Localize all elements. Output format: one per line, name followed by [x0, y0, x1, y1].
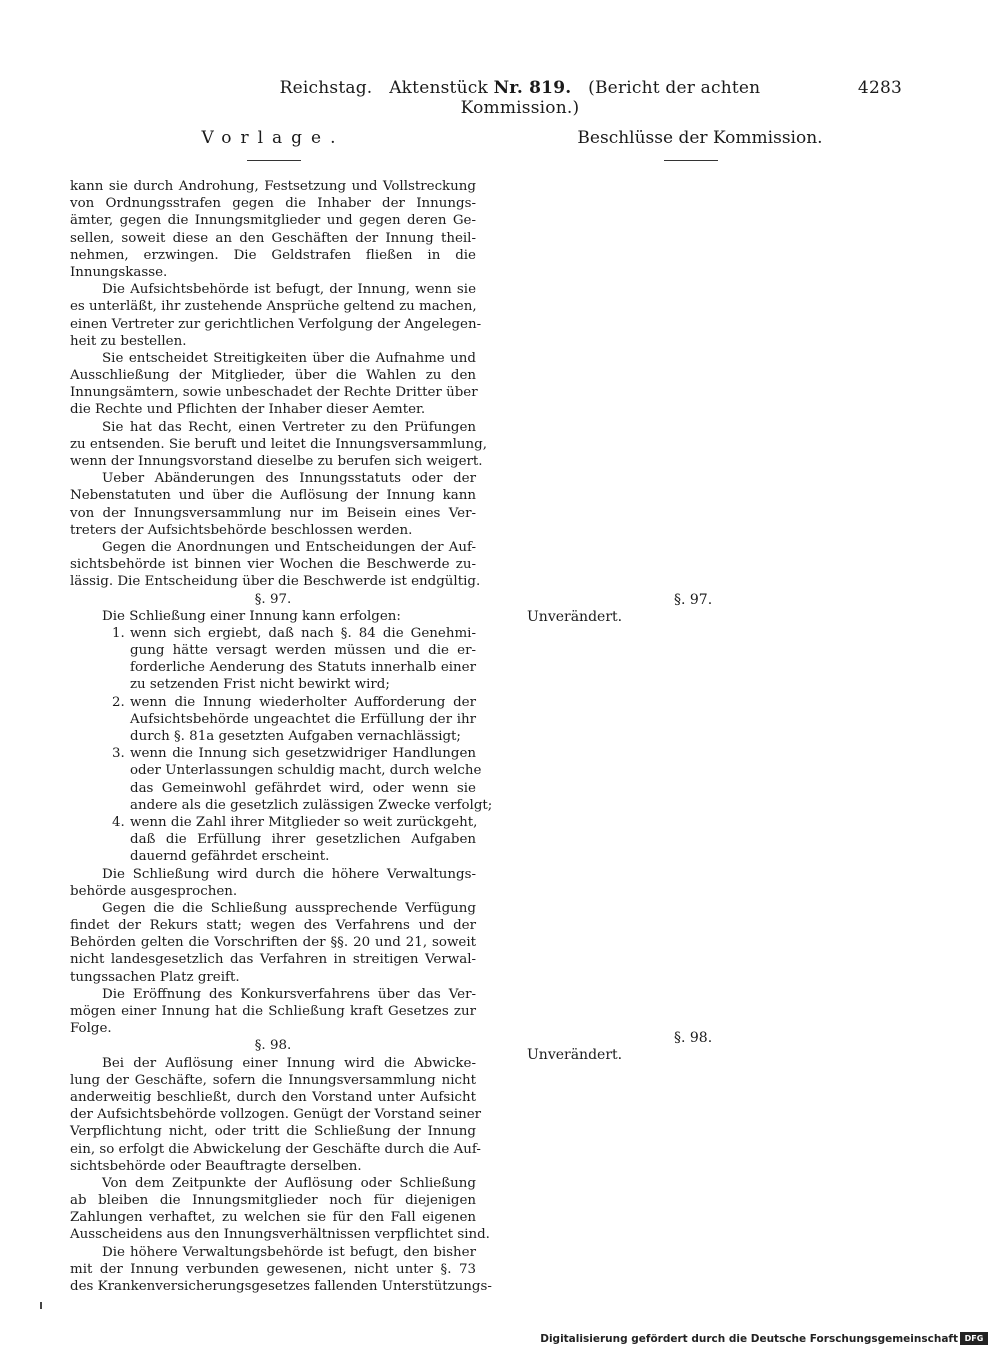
text-line: ämter, gegen die Innungsmitglieder und gegen deren Ge- — [70, 213, 476, 229]
header-title — [230, 78, 810, 118]
text-line: Behörden gelten die Vorschriften der §§. 20 und 21, soweit — [70, 935, 476, 951]
list-item: 3. wenn die Innung sich gesetzwidriger Handlungen — [112, 746, 476, 762]
list-item: 2. wenn die Innung wiederholter Aufforderung der — [112, 694, 476, 710]
text-line: zu entsenden. Sie beruft und leitet die Innungsversammlung, — [70, 436, 487, 452]
text-line: nicht landesgesetzlich das Verfahren in streitigen Verwal- — [70, 952, 476, 968]
right-heading-rule — [664, 160, 718, 161]
text-line: heit zu bestellen. — [70, 333, 187, 349]
text-line: mögen einer Innung hat die Schließung kraft Gesetzes zur — [70, 1004, 476, 1019]
text-line: sellen, soweit diese an den Geschäften der Innung theil- — [70, 230, 476, 246]
text-line: von der Innungsversammlung nur im Beisein eines Ver- — [70, 505, 476, 521]
text-line: wenn der Innungsvorstand dieselbe zu berufen sich weigert. — [70, 454, 483, 469]
item-number: 2. — [112, 694, 125, 710]
text-line: kann sie durch Androhung, Festsetzung und Vollstreckung — [70, 179, 476, 194]
item-number: 1. — [112, 625, 125, 641]
text-line: Innungskasse. — [70, 264, 168, 280]
right-section-97-heading: §. 97. — [674, 592, 713, 608]
text-line: Gegen die Anordnungen und Entscheidungen der Auf- — [102, 539, 476, 555]
text-line: Verpflichtung nicht, oder tritt die Schließung der Innung — [70, 1124, 476, 1140]
list-item-cont: oder Unterlassungen schuldig macht, durch welche — [130, 763, 482, 779]
list-item-cont: zu setzenden Frist nicht bewirkt wird; — [130, 677, 390, 693]
text-line: Die Aufsichtsbehörde ist befugt, der Innung, wenn sie — [102, 282, 476, 298]
text-line: lung der Geschäfte, sofern die Innungsversammlung nicht — [70, 1072, 476, 1088]
left-column-text — [70, 178, 493, 1295]
right-section-98-text: Unverändert. — [527, 1047, 623, 1063]
text-line: behörde ausgesprochen. — [70, 883, 238, 899]
item-number: 4. — [112, 814, 125, 830]
header-aktenstueck: Aktenstück — [389, 78, 488, 98]
header-context: (Bericht der achten Kommission.) — [460, 78, 761, 118]
text-line: lässig. Die Entscheidung über die Beschwerde ist endgültig. — [70, 574, 481, 590]
text-line: treters der Aufsichtsbehörde beschlossen werden. — [70, 522, 413, 538]
text-line: Die höhere Verwaltungsbehörde ist befugt, den bisher — [102, 1244, 476, 1260]
text-line: es unterläßt, ihr zustehende Ansprüche geltend zu machen, — [70, 299, 477, 315]
list-item-cont: forderliche Aenderung des Statuts innerhalb einer — [130, 660, 476, 676]
text-line: einen Vertreter zur gerichtlichen Verfolgung der Angelegen- — [70, 316, 482, 332]
text-line: Die Schließung einer Innung kann erfolgen: — [102, 608, 401, 624]
right-column-heading: Beschlüsse der Kommission. — [577, 128, 823, 148]
list-item-cont: gung hätte versagt werden müssen und die er- — [130, 643, 476, 659]
margin-mark — [40, 1302, 42, 1309]
text-line: des Krankenversicherungsgesetzes fallenden Unterstützungs- — [70, 1279, 492, 1294]
text-line: Bei der Auflösung einer Innung wird die Abwicke- — [102, 1055, 476, 1071]
text-line: Folge. — [70, 1021, 112, 1037]
section-98-heading: §. 98. — [254, 1038, 292, 1054]
text-line: sichtsbehörde ist binnen vier Wochen die Beschwerde zu- — [70, 557, 476, 573]
text-line: Ueber Abänderungen des Innungsstatuts oder der — [102, 471, 476, 487]
list-item: 1. wenn sich ergiebt, daß nach §. 84 die Genehmi- — [112, 625, 476, 641]
list-item-cont: Aufsichtsbehörde ungeachtet die Erfüllung der ihr — [130, 711, 476, 727]
text-line: Zahlungen verhaftet, zu welchen sie für den Fall eigenen — [70, 1210, 476, 1226]
text-line: von Ordnungsstrafen gegen die Inhaber der Innungs- — [70, 196, 476, 212]
running-header — [70, 78, 902, 118]
section-97-heading: §. 97. — [254, 591, 292, 607]
item-number: 3. — [112, 746, 125, 762]
list-item-cont: das Gemeinwohl gefährdet wird, oder wenn sie — [130, 780, 476, 796]
text-line: ab bleiben die Innungsmitglieder noch für diejenigen — [70, 1193, 476, 1209]
text-line: findet der Rekurs statt; wegen des Verfahrens und der — [70, 918, 476, 934]
dfg-logo: DFG — [960, 1332, 988, 1345]
text-line: sichtsbehörde oder Beauftragte derselben. — [70, 1158, 362, 1174]
text-line: ein, so erfolgt die Abwickelung der Geschäfte durch die Auf- — [70, 1141, 481, 1157]
text-line: Gegen die die Schließung aussprechende Verfügung — [102, 900, 476, 916]
text-line: die Rechte und Pflichten der Inhaber dieser Aemter. — [70, 402, 426, 418]
list-item-cont: durch §. 81a gesetzten Aufgaben vernachlässigt; — [130, 729, 461, 744]
list-item-cont: dauernd gefährdet erscheint. — [130, 849, 330, 865]
left-heading-rule — [247, 160, 301, 161]
text-line: mit der Innung verbunden gewesenen, nicht unter §. 73 — [70, 1261, 476, 1277]
right-section-98-heading: §. 98. — [674, 1030, 713, 1046]
text-line: nehmen, erzwingen. Die Geldstrafen fließen in die — [70, 247, 476, 263]
text-line: Die Eröffnung des Konkursverfahrens über das Ver- — [102, 986, 476, 1002]
text-line: Ausscheidens aus den Innungsverhältnissen verpflichtet sind. — [70, 1227, 490, 1243]
text-line: Nebenstatuten und über die Auflösung der Innung kann — [70, 488, 476, 504]
header-number: Nr. 819. — [493, 78, 572, 98]
list-item: 4. wenn die Zahl ihrer Mitglieder so weit zurückgeht, — [112, 814, 478, 830]
text-line: anderweitig beschließt, durch den Vorstand unter Aufsicht — [70, 1089, 476, 1105]
text-line: der Aufsichtsbehörde vollzogen. Genügt der Vorstand seiner — [70, 1107, 482, 1123]
list-item-cont: daß die Erfüllung ihrer gesetzlichen Aufgaben — [130, 832, 476, 848]
text-line: Von dem Zeitpunkte der Auflösung oder Schließung — [102, 1175, 476, 1191]
text-line: tungssachen Platz greift. — [70, 969, 240, 985]
text-line: Die Schließung wird durch die höhere Verwaltungs- — [102, 866, 476, 882]
text-line: Innungsämtern, sowie unbeschadet der Rechte Dritter über — [70, 385, 478, 401]
left-column-heading: Vorlage. — [201, 128, 345, 148]
list-item-cont: andere als die gesetzlich zulässigen Zwecke verfolgt; — [130, 797, 493, 813]
page-number: 4283 — [857, 78, 902, 98]
header-reichstag: Reichstag. — [279, 78, 373, 98]
right-section-97-text: Unverändert. — [527, 609, 623, 625]
text-line: Sie entscheidet Streitigkeiten über die Aufnahme und — [102, 350, 476, 366]
text-line: Ausschließung der Mitglieder, über die Wahlen zu den — [70, 368, 476, 384]
digitization-credit: Digitalisierung gefördert durch die Deutsche Forschungsgemeinschaft — [540, 1333, 958, 1345]
text-line: Sie hat das Recht, einen Vertreter zu den Prüfungen — [102, 419, 476, 435]
